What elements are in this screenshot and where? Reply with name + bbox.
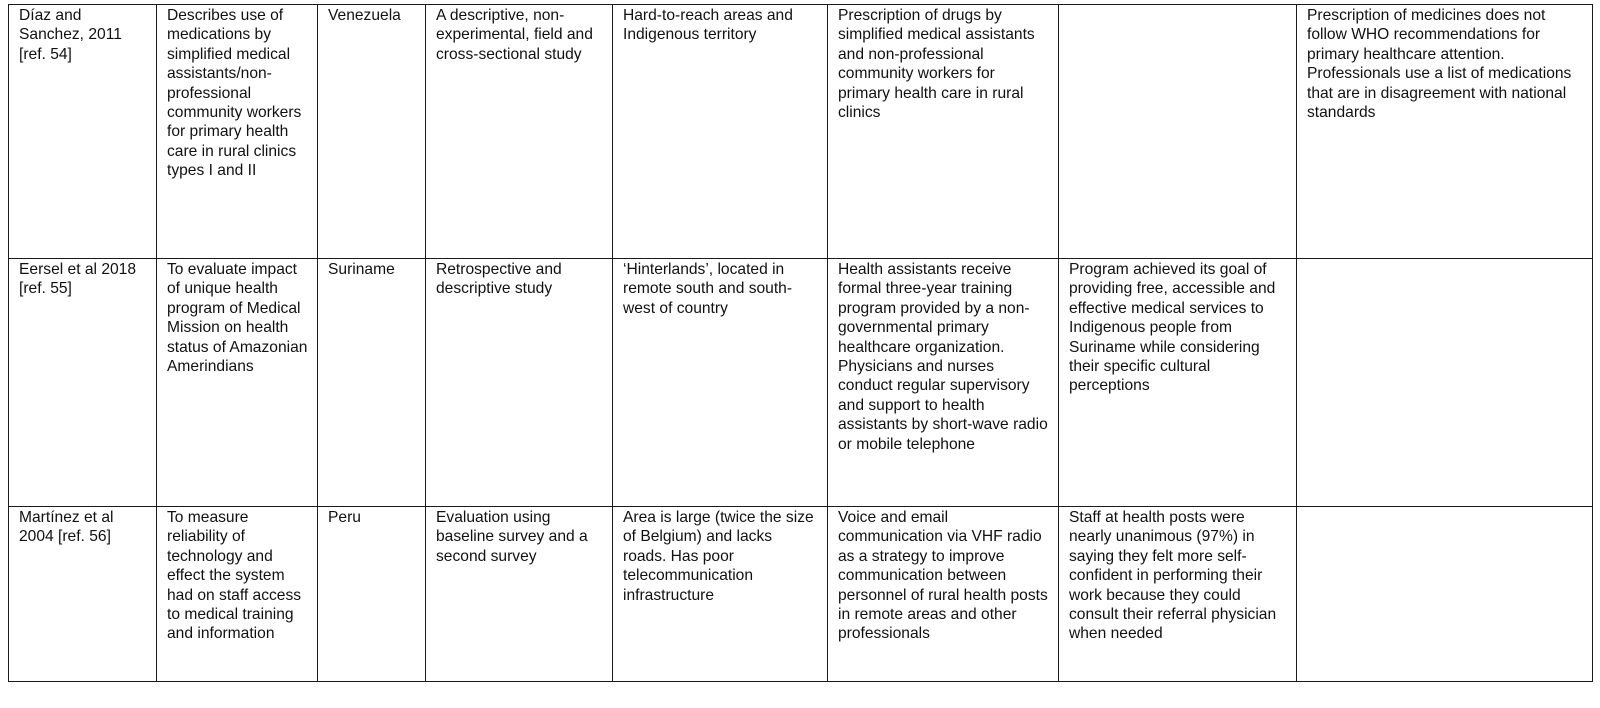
design-cell: A descriptive, non-experimental, field and cross-sectional study <box>426 5 613 259</box>
findings-cell: Prescription of medicines does not follow WHO recommendations for primary healthcare attention. Professionals use a list of medications that are in disagreement with national standards <box>1297 5 1593 259</box>
country-cell: Venezuela <box>318 5 426 259</box>
intervention-cell: Health assistants receive formal three-year training program provided by a non-governmental primary healthcare organization. Physicians and nurses conduct regular supervisory and support to health assistants by short-wave radio or mobile telephone <box>828 259 1059 507</box>
intervention-cell: Prescription of drugs by simplified medical assistants and non-professional community workers for primary health care in rural clinics <box>828 5 1059 259</box>
study-cell: Díaz and Sanchez, 2011 [ref. 54] <box>9 5 157 259</box>
table-row <box>9 259 1593 507</box>
table-row <box>9 507 1593 682</box>
findings-cell <box>1297 259 1593 507</box>
setting-cell: Area is large (twice the size of Belgium) and lacks roads. Has poor telecommunication infrastructure <box>613 507 828 682</box>
outcomes-cell: Program achieved its goal of providing free, accessible and effective medical services to Indigenous people from Suriname while considering their specific cultural perceptions <box>1059 259 1297 507</box>
country-cell: Suriname <box>318 259 426 507</box>
design-cell: Retrospective and descriptive study <box>426 259 613 507</box>
study-cell: Martínez et al 2004 [ref. 56] <box>9 507 157 682</box>
findings-cell <box>1297 507 1593 682</box>
intervention-cell: Voice and email communication via VHF radio as a strategy to improve communication between personnel of rural health posts in remote areas and other professionals <box>828 507 1059 682</box>
objective-cell: To measure reliability of technology and effect the system had on staff access to medical training and information <box>157 507 318 682</box>
setting-cell: Hard-to-reach areas and Indigenous territory <box>613 5 828 259</box>
studies-table <box>8 4 1593 682</box>
outcomes-cell <box>1059 5 1297 259</box>
study-cell: Eersel et al 2018 [ref. 55] <box>9 259 157 507</box>
objective-cell: To evaluate impact of unique health program of Medical Mission on health status of Amazonian Amerindians <box>157 259 318 507</box>
country-cell: Peru <box>318 507 426 682</box>
outcomes-cell: Staff at health posts were nearly unanimous (97%) in saying they felt more self-confident in performing their work because they could consult their referral physician when needed <box>1059 507 1297 682</box>
setting-cell: ‘Hinterlands’, located in remote south and south-west of country <box>613 259 828 507</box>
objective-cell: Describes use of medications by simplified medical assistants/non-professional community workers for primary health care in rural clinics types I and II <box>157 5 318 259</box>
design-cell: Evaluation using baseline survey and a second survey <box>426 507 613 682</box>
table-row <box>9 5 1593 259</box>
